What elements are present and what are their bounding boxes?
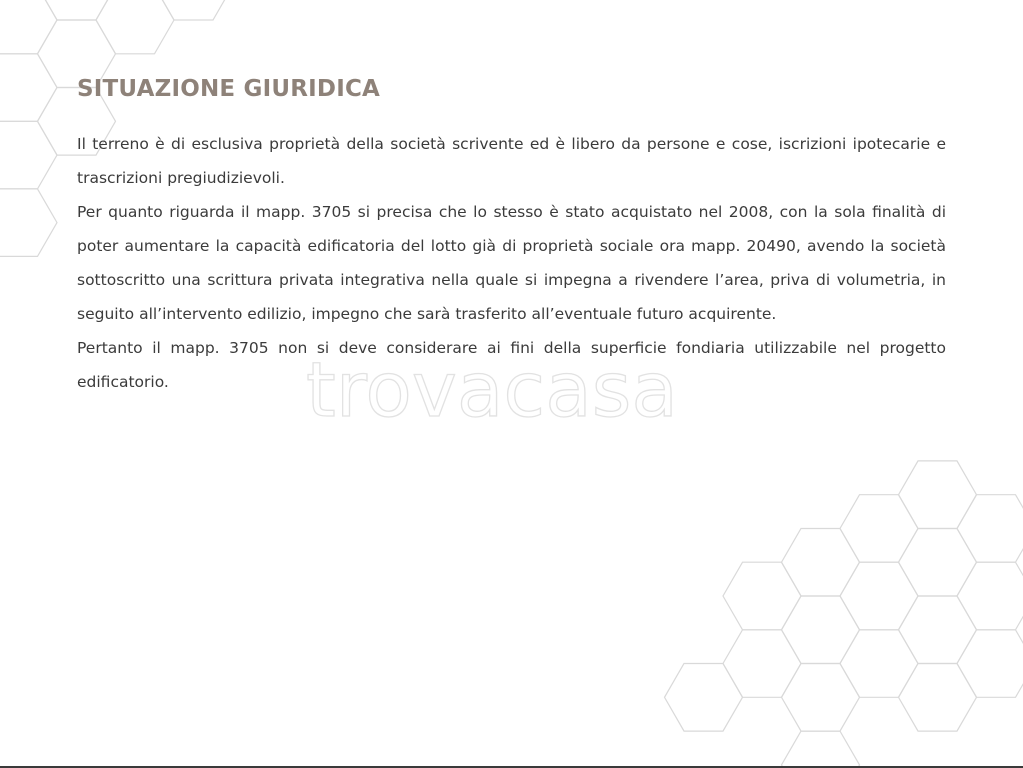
hexagon-shape — [782, 596, 860, 664]
hexagon-cluster-bottom-right — [665, 461, 1023, 768]
section-content — [77, 72, 946, 399]
hexagon-shape — [782, 529, 860, 597]
hexagon-shape — [899, 529, 977, 597]
hexagon-shape — [723, 562, 801, 630]
hexagon-shape — [155, 0, 233, 20]
section-title: SITUAZIONE GIURIDICA — [77, 76, 381, 102]
paragraph-ownership: Il terreno è di esclusiva proprietà della società scrivente ed è libero da persone e cose, iscrizioni ipotecarie e trascrizioni pregiudizievoli. — [77, 135, 946, 187]
hexagon-shape — [0, 189, 57, 257]
section-body — [77, 127, 946, 399]
hexagon-shape — [96, 0, 174, 54]
paragraph-conclusion: Pertanto il mapp. 3705 non si deve considerare ai fini della superficie fondiaria utilizzabile nel progetto edificatorio. — [77, 339, 946, 391]
hexagon-shape — [723, 630, 801, 698]
hexagon-shape — [957, 562, 1023, 630]
hexagon-shape — [0, 121, 57, 189]
hexagon-shape — [899, 461, 977, 529]
hexagon-shape — [840, 495, 918, 563]
hexagon-shape — [899, 596, 977, 664]
hexagon-shape — [0, 0, 57, 54]
hexagon-shape — [957, 495, 1023, 563]
paragraph-mapp-3705: Per quanto riguarda il mapp. 3705 si precisa che lo stesso è stato acquistato nel 2008, con la sola finalità di poter aumentare la capacità edificatoria del lotto già di proprietà sociale ora mapp. 20490, avendo la società sottoscritto una scrittura privata integrativa nella quale si impegna a rivendere l’area, priva di volumetria, in seguito all’intervento edilizio, impegno che sarà trasferito all’eventuale futuro acquirente. — [77, 203, 946, 323]
hexagon-shape — [840, 562, 918, 630]
hexagon-shape — [899, 664, 977, 732]
hexagon-shape — [957, 630, 1023, 698]
hexagon-shape — [665, 664, 743, 732]
hexagon-shape — [840, 630, 918, 698]
hexagon-shape — [0, 54, 57, 122]
hexagon-shape — [782, 731, 860, 768]
hexagon-shape — [38, 0, 116, 20]
watermark-text: trovacasa — [306, 350, 678, 434]
hexagon-shape — [782, 664, 860, 732]
